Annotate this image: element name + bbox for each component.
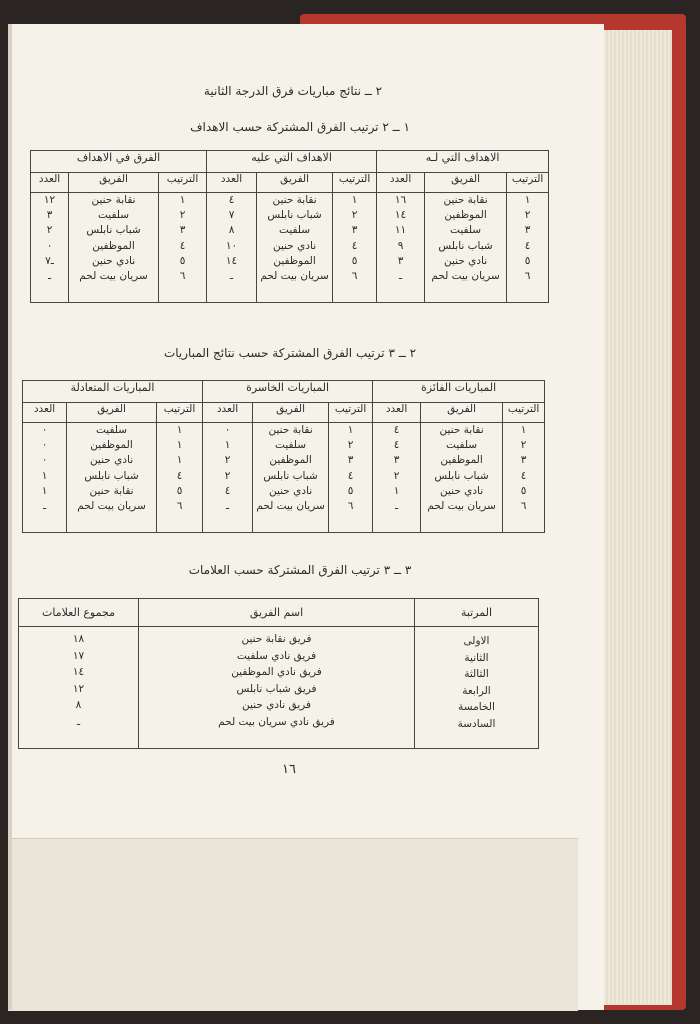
list-cell: الخامسة — [458, 701, 495, 713]
t1-against-teams — [257, 193, 333, 303]
list-cell: نادي حنين — [89, 454, 134, 467]
list-cell: سريان بيت لحم — [431, 270, 500, 283]
list-cell: سريان بيت لحم — [260, 270, 329, 283]
list-cell: ١٦ — [394, 194, 407, 206]
t2-col-count: العدد — [203, 403, 253, 423]
list-cell: ٢ — [351, 209, 358, 222]
list-cell: ١٤ — [225, 254, 238, 267]
t1-for-teams — [425, 193, 507, 303]
list-cell: شباب نابلس — [438, 239, 493, 252]
t2-col-count: العدد — [23, 403, 67, 423]
list-cell: ـ — [395, 500, 399, 513]
list-cell: فريق نادي سلفيت — [236, 649, 317, 662]
list-cell: ٢ — [393, 469, 400, 482]
list-cell: ٣ — [347, 454, 354, 467]
list-cell: ١ — [224, 439, 231, 452]
list-cell: الثانية — [464, 651, 489, 664]
list-cell: ٣ — [351, 224, 358, 237]
list-cell: ١١ — [394, 224, 407, 237]
t2-col-rank: الترتيب — [329, 403, 373, 423]
t2-lost-ranks — [329, 423, 373, 533]
t2-col-team: الفريق — [253, 403, 329, 423]
list-cell: ١ — [176, 439, 183, 452]
list-cell: ٤ — [176, 469, 183, 482]
list-cell: فريق نادي سريان بيت لحم — [218, 715, 335, 728]
table1 — [30, 150, 549, 303]
list-cell: ١ — [179, 194, 186, 206]
list-cell: الثالثة — [464, 668, 489, 680]
list-cell: ٢ — [224, 454, 231, 467]
t3-col-points: مجموع العلامات — [19, 599, 139, 627]
list-cell: شباب نابلس — [267, 209, 322, 222]
list-cell: شباب نابلس — [263, 469, 318, 482]
t2-col-team: الفريق — [67, 403, 157, 423]
list-cell: ٤ — [179, 239, 186, 252]
t2-won-teams — [421, 423, 503, 533]
list-cell: ١ — [41, 469, 48, 482]
t3-teams — [139, 627, 415, 749]
list-cell: ٨ — [75, 699, 82, 711]
table3 — [18, 598, 539, 749]
t1-diff-teams — [69, 193, 159, 303]
list-cell: ٢ — [520, 439, 527, 452]
table2-title: ٢ ــ ٣ ترتيب الفرق المشتركة حسب نتائج المباريات — [163, 346, 417, 360]
list-cell: ٢ — [524, 209, 531, 222]
list-cell: الموظفين — [90, 439, 133, 452]
t2-group-won: المباريات الفائزة — [373, 381, 545, 403]
list-cell: السادسة — [457, 717, 496, 730]
list-cell: نقابة حنين — [439, 424, 484, 436]
t1-diff-counts — [31, 193, 69, 303]
t1-group-against: الاهداف التي عليه — [207, 151, 377, 173]
section-title: ٢ ــ نتائج مباريات فرق الدرجة الثانية — [203, 84, 383, 98]
list-cell: ٢ — [224, 469, 231, 482]
list-cell: ٥ — [520, 484, 527, 497]
t2-group-drawn: المباريات المتعادلة — [23, 381, 203, 403]
list-cell: الموظفين — [269, 454, 312, 467]
list-cell: الموظفين — [273, 254, 316, 267]
t3-col-rank: المرتبة — [415, 599, 539, 627]
t1-against-counts — [207, 193, 257, 303]
list-cell: سريان بيت لحم — [256, 500, 325, 513]
page-gutter — [8, 24, 12, 1010]
t2-col-count: العدد — [373, 403, 421, 423]
t1-col-rank: الترتيب — [333, 173, 377, 193]
list-cell: ٥ — [524, 254, 531, 267]
t1-col-count: العدد — [31, 173, 69, 193]
list-cell: ٨ — [228, 224, 235, 237]
list-cell: ٥ — [351, 254, 358, 267]
list-cell: شباب نابلس — [84, 469, 139, 482]
list-cell: ١٨ — [72, 633, 85, 645]
list-cell: فريق نادي الموظفين — [231, 666, 322, 678]
t1-col-team: الفريق — [69, 173, 159, 193]
list-cell: سلفيت — [95, 424, 128, 436]
t3-ranks — [415, 627, 539, 749]
list-cell: ٩ — [397, 239, 404, 252]
list-cell: ٢ — [179, 209, 186, 222]
t3-col-team: اسم الفريق — [139, 599, 415, 627]
list-cell: ٠ — [46, 239, 53, 252]
list-cell: شباب نابلس — [434, 469, 489, 482]
list-cell: الموظفين — [92, 239, 135, 252]
list-cell: ١٢ — [43, 194, 56, 206]
list-cell: نادي حنين — [439, 484, 484, 497]
t2-drawn-teams — [67, 423, 157, 533]
list-cell: سلفيت — [275, 439, 307, 452]
list-cell: ـ — [226, 500, 230, 513]
t2-col-rank: الترتيب — [503, 403, 545, 423]
list-cell: ٢ — [347, 439, 354, 452]
list-cell: فريق شباب نابلس — [236, 682, 317, 695]
table3-title: ٣ ــ ٣ ترتيب الفرق المشتركة حسب العلامات — [188, 563, 412, 577]
table1-title: ١ ــ ٢ ترتيب الفرق المشتركة حسب الاهداف — [190, 120, 410, 134]
list-cell: ١٤ — [72, 666, 85, 678]
list-cell: ـ — [230, 270, 234, 283]
list-cell: ١٢ — [72, 682, 85, 695]
list-cell: ٧ — [228, 209, 235, 222]
list-cell: الاولى — [463, 635, 490, 647]
list-cell: فريق نادي حنين — [241, 699, 311, 711]
t1-col-count: العدد — [377, 173, 425, 193]
list-cell: ٤ — [520, 469, 527, 482]
list-cell: سريان بيت لحم — [77, 500, 146, 513]
t1-col-count: العدد — [207, 173, 257, 193]
list-cell: ١ — [351, 194, 358, 206]
list-cell: ٣ — [397, 254, 404, 267]
list-cell: نقابة حنين — [268, 424, 313, 436]
t1-diff-ranks — [159, 193, 207, 303]
list-cell: ٠ — [41, 454, 48, 467]
t1-group-diff: الفرق في الاهداف — [31, 151, 207, 173]
list-cell: ٦ — [524, 270, 531, 283]
list-cell: ٣ — [393, 454, 400, 467]
list-cell: ٤ — [524, 239, 531, 252]
list-cell: ١ — [41, 484, 48, 497]
list-cell: ـ — [42, 500, 47, 513]
list-cell: ١٤ — [394, 209, 407, 222]
t2-lost-teams — [253, 423, 329, 533]
list-cell: سلفيت — [97, 209, 130, 222]
list-cell: ٦ — [176, 500, 183, 513]
t2-won-ranks — [503, 423, 545, 533]
list-cell: فريق نقابة حنين — [241, 633, 312, 645]
t1-col-team: الفريق — [257, 173, 333, 193]
list-cell: ٥ — [179, 254, 186, 267]
t2-won-counts — [373, 423, 421, 533]
list-cell: سلفيت — [279, 224, 311, 237]
list-cell: ١ — [520, 424, 527, 436]
t1-for-ranks — [507, 193, 549, 303]
list-cell: سريان بيت لحم — [427, 500, 496, 513]
t2-col-rank: الترتيب — [157, 403, 203, 423]
t1-against-ranks — [333, 193, 377, 303]
list-cell: الرابعة — [462, 684, 491, 697]
list-cell: ـ٧ — [45, 254, 54, 267]
t2-drawn-counts — [23, 423, 67, 533]
list-cell: ٦ — [520, 500, 527, 513]
list-cell: ٥ — [347, 484, 354, 497]
list-cell: ١ — [347, 424, 354, 436]
t1-col-team: الفريق — [425, 173, 507, 193]
list-cell: ٦ — [179, 270, 186, 283]
t2-lost-counts — [203, 423, 253, 533]
list-cell: شباب نابلس — [86, 224, 141, 237]
list-cell: ٦ — [351, 270, 358, 283]
list-cell: ٤ — [351, 239, 358, 252]
list-cell: ١ — [176, 454, 183, 467]
list-cell: ٣ — [524, 224, 531, 237]
t2-drawn-ranks — [157, 423, 203, 533]
list-cell: ٤ — [224, 484, 231, 497]
t1-group-for: الاهداف التي لـه — [377, 151, 549, 173]
list-cell: ١ — [176, 424, 183, 436]
list-cell: ٦ — [347, 500, 354, 513]
t1-col-rank: الترتيب — [507, 173, 549, 193]
list-cell: سريان بيت لحم — [79, 270, 148, 283]
list-cell: نادي حنين — [443, 254, 488, 267]
list-cell: ـ — [76, 715, 81, 728]
list-cell: ٥ — [176, 484, 183, 497]
list-cell: ١ — [524, 194, 531, 206]
page-number: ١٦ — [282, 762, 296, 777]
list-cell: ـ — [399, 270, 403, 283]
list-cell: ٣ — [179, 224, 186, 237]
list-cell: ٣ — [520, 454, 527, 467]
list-cell: ٠ — [41, 424, 48, 436]
list-cell: ٠ — [41, 439, 48, 452]
list-cell: نادي حنين — [268, 484, 313, 497]
list-cell: الموظفين — [440, 454, 483, 467]
t2-col-team: الفريق — [421, 403, 503, 423]
list-cell: نقابة حنين — [443, 194, 488, 206]
list-cell: سلفيت — [450, 224, 482, 237]
list-cell: ٢ — [46, 224, 53, 237]
list-cell: ٠ — [224, 424, 231, 436]
list-cell: ٤ — [347, 469, 354, 482]
list-cell: ٣ — [46, 209, 53, 222]
list-cell: ١٠ — [225, 239, 238, 252]
t2-group-lost: المباريات الخاسرة — [203, 381, 373, 403]
t3-points — [19, 627, 139, 749]
list-cell: ٤ — [228, 194, 235, 206]
list-cell: نادي حنين — [91, 254, 136, 267]
list-cell: نادي حنين — [272, 239, 317, 252]
list-cell: ١٧ — [72, 649, 85, 662]
page-edges — [600, 30, 672, 1005]
list-cell: ٤ — [393, 439, 400, 452]
t1-for-counts — [377, 193, 425, 303]
list-cell: ١ — [393, 484, 400, 497]
list-cell: نقابة حنين — [272, 194, 317, 206]
list-cell: ٤ — [393, 424, 400, 436]
list-cell: الموظفين — [444, 209, 487, 222]
t1-col-rank: الترتيب — [159, 173, 207, 193]
list-cell: سلفيت — [446, 439, 478, 452]
list-cell: ـ — [47, 270, 52, 283]
list-cell: نقابة حنين — [91, 194, 136, 206]
list-cell: نقابة حنين — [89, 484, 134, 497]
table2 — [22, 380, 545, 533]
lower-page-fold — [8, 838, 578, 1011]
